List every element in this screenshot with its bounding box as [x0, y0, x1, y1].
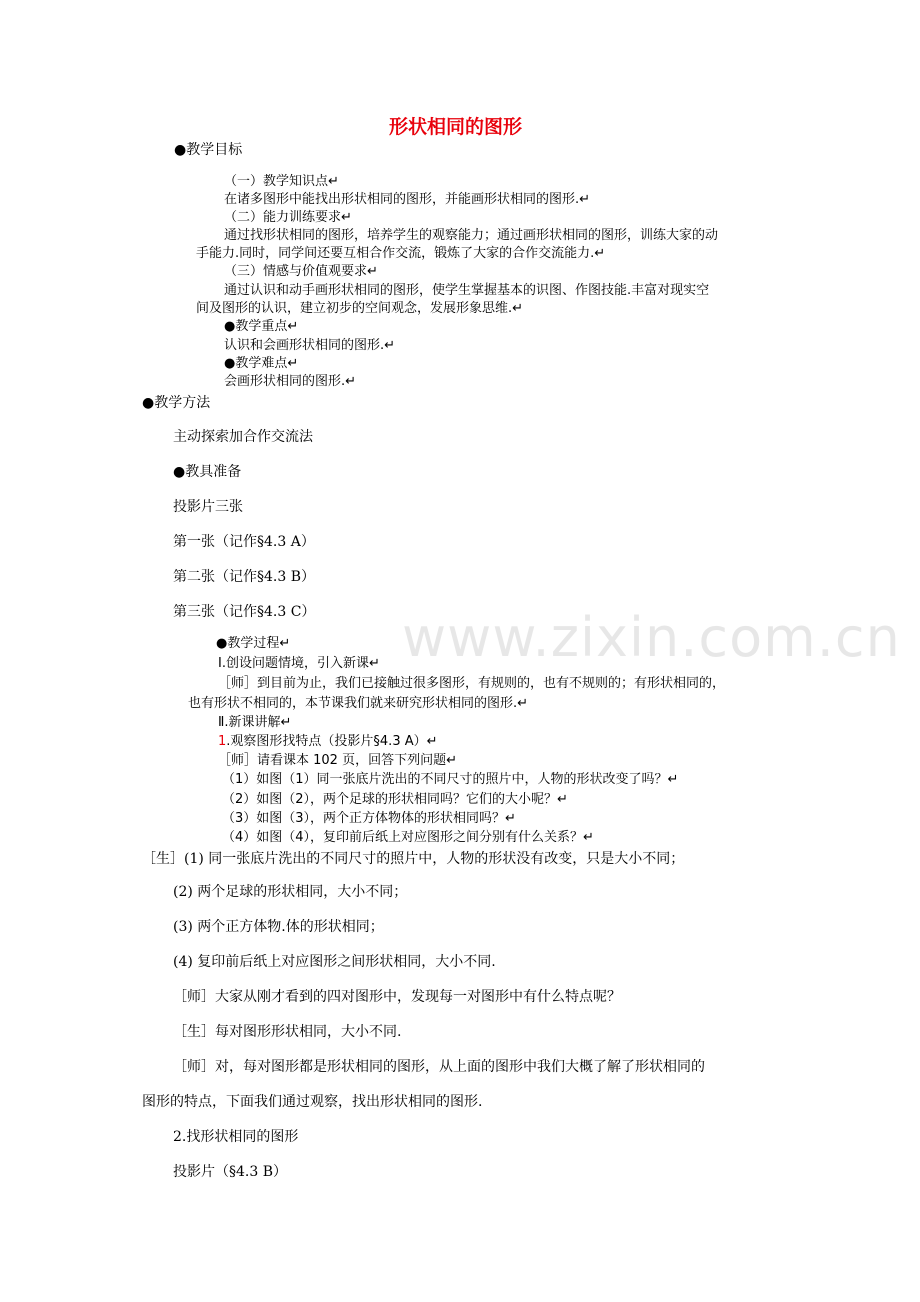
ability-text-line1: 通过找形状相同的图形，培养学生的观察能力；通过画形状相同的图形，训练大家的动 — [224, 228, 719, 243]
slide-a-label: 第一张（记作§4.3 A） — [173, 534, 315, 550]
objectives-heading: ●教学目标 — [174, 142, 243, 158]
key-point-text: 认识和会画形状相同的图形.↵ — [224, 338, 396, 353]
student-answer-4: (4) 复印前后纸上对应图形之间形状相同，大小不同. — [173, 954, 496, 970]
student-answer-2: (2) 两个足球的形状相同，大小不同； — [173, 884, 408, 900]
student-answer-1: ［生］(1) 同一张底片洗出的不同尺寸的照片中，人物的形状没有改变，只是大小不同； — [142, 851, 685, 867]
emotion-text-line2: 间及图形的认识，建立初步的空间观念，发展形象思维.↵ — [196, 301, 524, 316]
step1-heading — [218, 735, 438, 748]
teacher-line1b: 也有形状不相同的，本节课我们就来研究形状相同的图形.↵ — [188, 696, 529, 711]
ability-text-line2: 手能力.同时，同学间还要互相合作交流，锻炼了大家的合作交流能力.↵ — [196, 246, 606, 261]
question-3: （3）如图（3），两个正方体物体的形状相同吗？↵ — [222, 811, 516, 826]
step1-number: 1 — [218, 734, 227, 749]
difficulty-text: 会画形状相同的图形.↵ — [224, 374, 357, 389]
tools-heading: ●教具准备 — [173, 464, 242, 480]
tools-text: 投影片三张 — [173, 499, 243, 515]
teacher-line4a: ［师］对，每对图形都是形状相同的图形，从上面的图形中我们大概了解了形状相同的 — [173, 1059, 705, 1075]
knowledge-heading: （一）教学知识点↵ — [224, 174, 339, 189]
watermark: www.zixin.com.cn — [402, 606, 901, 669]
step2-heading: 2.找形状相同的图形 — [173, 1129, 299, 1145]
emotion-text-line1: 通过认识和动手画形状相同的图形，使学生掌握基本的识图、作图技能.丰富对现实空 — [224, 283, 710, 298]
step1-text: .观察图形找特点（投影片§4.3 A）↵ — [226, 734, 438, 749]
emotion-heading: （三）情感与价值观要求↵ — [224, 264, 378, 279]
teacher-line4b: 图形的特点，下面我们通过观察，找出形状相同的图形. — [142, 1094, 483, 1110]
teacher-line1a: ［师］到目前为止，我们已接触过很多图形，有规则的，也有不规则的；有形状相同的， — [218, 676, 726, 691]
slide-b-label: 第二张（记作§4.3 B） — [173, 569, 316, 585]
process-heading: ●教学过程↵ — [216, 636, 291, 651]
knowledge-text: 在诸多图形中能找出形状相同的图形，并能画形状相同的图形.↵ — [224, 192, 591, 207]
student-answer-3: (3) 两个正方体物.体的形状相同； — [173, 919, 384, 935]
method-heading: ●教学方法 — [142, 395, 211, 411]
teacher-line2: ［师］请看课本 102 页，回答下列问题↵ — [218, 753, 457, 768]
slide-b-reference: 投影片（§4.3 B） — [173, 1164, 288, 1180]
question-4: （4）如图（4），复印前后纸上对应图形之间分别有什么关系？↵ — [222, 830, 594, 845]
ability-heading: （二）能力训练要求↵ — [224, 210, 352, 225]
method-text: 主动探索加合作交流法 — [173, 429, 313, 445]
page-title: 形状相同的图形 — [389, 116, 523, 138]
student-reply-2: ［生］每对图形形状相同，大小不同. — [173, 1024, 402, 1040]
key-point-heading: ●教学重点↵ — [224, 319, 299, 334]
part1-heading: Ⅰ.创设问题情境，引入新课↵ — [218, 656, 380, 671]
question-2: （2）如图（2），两个足球的形状相同吗？它们的大小呢？↵ — [222, 792, 568, 807]
teacher-question-3: ［师］大家从刚才看到的四对图形中，发现每一对图形中有什么特点呢？ — [173, 989, 621, 1005]
part2-heading: Ⅱ.新课讲解↵ — [218, 715, 292, 730]
difficulty-heading: ●教学难点↵ — [224, 356, 299, 371]
slide-c-label: 第三张（记作§4.3 C） — [173, 604, 316, 620]
question-1: （1）如图（1）同一张底片洗出的不同尺寸的照片中，人物的形状改变了吗？↵ — [222, 772, 679, 787]
